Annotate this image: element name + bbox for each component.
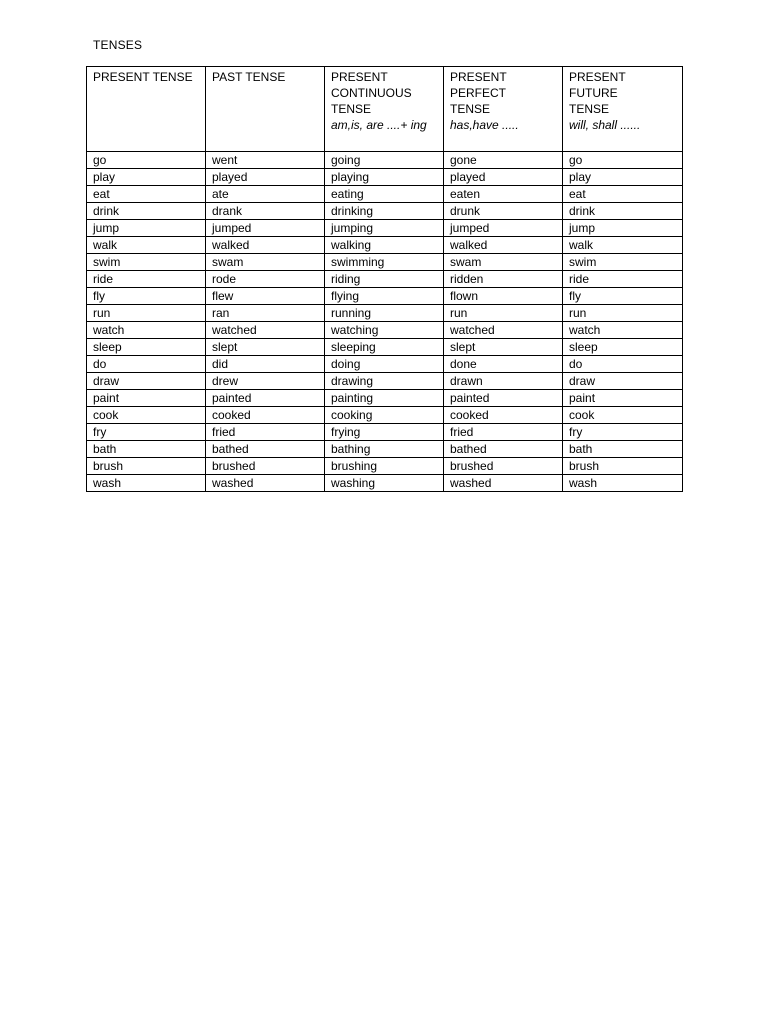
cell-present-continuous: riding [325, 271, 444, 288]
header-present-tense [87, 67, 206, 152]
cell-present-perfect: run [444, 305, 563, 322]
cell-past: played [206, 169, 325, 186]
table-row [87, 220, 683, 237]
cell-past: flew [206, 288, 325, 305]
cell-present-continuous: drawing [325, 373, 444, 390]
header-label: CONTINUOUS [331, 86, 412, 100]
cell-future: jump [563, 220, 683, 237]
cell-present-perfect: bathed [444, 441, 563, 458]
cell-present-perfect: fried [444, 424, 563, 441]
cell-present-perfect: swam [444, 254, 563, 271]
header-label: PRESENT [569, 70, 626, 84]
cell-present-perfect: jumped [444, 220, 563, 237]
header-present-perfect-tense [444, 67, 563, 152]
cell-past: cooked [206, 407, 325, 424]
table-row [87, 186, 683, 203]
header-row [87, 67, 683, 152]
cell-future: draw [563, 373, 683, 390]
table-row [87, 373, 683, 390]
cell-present-perfect: played [444, 169, 563, 186]
cell-future: bath [563, 441, 683, 458]
cell-past: painted [206, 390, 325, 407]
table-row [87, 339, 683, 356]
header-note: has,have ..... [450, 118, 519, 132]
cell-future: wash [563, 475, 683, 492]
cell-present-perfect: washed [444, 475, 563, 492]
header-label: TENSE [331, 102, 372, 116]
table-row [87, 407, 683, 424]
cell-past: watched [206, 322, 325, 339]
cell-present-perfect: eaten [444, 186, 563, 203]
cell-present-continuous: washing [325, 475, 444, 492]
cell-present: bath [87, 441, 206, 458]
table-row [87, 237, 683, 254]
header-label: PRESENT TENSE [93, 70, 193, 84]
table-row [87, 475, 683, 492]
cell-present-continuous: cooking [325, 407, 444, 424]
cell-future: ride [563, 271, 683, 288]
header-label: PRESENT [450, 70, 507, 84]
cell-present: sleep [87, 339, 206, 356]
cell-present: wash [87, 475, 206, 492]
cell-present: do [87, 356, 206, 373]
table-row [87, 441, 683, 458]
cell-past: fried [206, 424, 325, 441]
cell-present: ride [87, 271, 206, 288]
header-note: will, shall ...... [569, 118, 641, 132]
header-label: TENSE [450, 102, 491, 116]
header-note: am,is, are ....+ ing [331, 118, 427, 132]
cell-present-perfect: brushed [444, 458, 563, 475]
cell-past: washed [206, 475, 325, 492]
header-present-continuous-tense [325, 67, 444, 152]
cell-future: watch [563, 322, 683, 339]
cell-present: eat [87, 186, 206, 203]
cell-past: slept [206, 339, 325, 356]
cell-future: go [563, 152, 683, 169]
cell-present-perfect: drawn [444, 373, 563, 390]
cell-present-continuous: sleeping [325, 339, 444, 356]
cell-present: swim [87, 254, 206, 271]
table-row [87, 271, 683, 288]
cell-past: ate [206, 186, 325, 203]
cell-past: drank [206, 203, 325, 220]
cell-present-continuous: drinking [325, 203, 444, 220]
cell-past: went [206, 152, 325, 169]
cell-present-continuous: going [325, 152, 444, 169]
cell-present-continuous: doing [325, 356, 444, 373]
cell-future: run [563, 305, 683, 322]
cell-present: walk [87, 237, 206, 254]
table-row [87, 288, 683, 305]
header-label: PAST TENSE [212, 70, 286, 84]
cell-present: fry [87, 424, 206, 441]
table-row [87, 356, 683, 373]
cell-present-perfect: ridden [444, 271, 563, 288]
table-row [87, 203, 683, 220]
header-past-tense [206, 67, 325, 152]
cell-past: swam [206, 254, 325, 271]
cell-past: ran [206, 305, 325, 322]
cell-present: watch [87, 322, 206, 339]
cell-past: drew [206, 373, 325, 390]
cell-future: play [563, 169, 683, 186]
cell-past: rode [206, 271, 325, 288]
cell-present: brush [87, 458, 206, 475]
cell-present: play [87, 169, 206, 186]
table-row [87, 169, 683, 186]
page-title: TENSES [93, 38, 143, 52]
cell-present-perfect: flown [444, 288, 563, 305]
cell-present-continuous: bathing [325, 441, 444, 458]
cell-present-continuous: running [325, 305, 444, 322]
header-label: PRESENT [331, 70, 388, 84]
cell-present-continuous: eating [325, 186, 444, 203]
cell-past: walked [206, 237, 325, 254]
cell-present: cook [87, 407, 206, 424]
table-row [87, 254, 683, 271]
table-row [87, 152, 683, 169]
cell-present-continuous: frying [325, 424, 444, 441]
cell-past: bathed [206, 441, 325, 458]
cell-future: brush [563, 458, 683, 475]
table-row [87, 458, 683, 475]
cell-present: run [87, 305, 206, 322]
cell-future: paint [563, 390, 683, 407]
cell-present-continuous: swimming [325, 254, 444, 271]
cell-present-perfect: watched [444, 322, 563, 339]
table-body [87, 152, 683, 492]
cell-present: drink [87, 203, 206, 220]
cell-present: paint [87, 390, 206, 407]
cell-present-perfect: done [444, 356, 563, 373]
cell-present-continuous: brushing [325, 458, 444, 475]
cell-present-continuous: walking [325, 237, 444, 254]
cell-past: brushed [206, 458, 325, 475]
cell-present-continuous: painting [325, 390, 444, 407]
header-present-future-tense [563, 67, 683, 152]
cell-present: draw [87, 373, 206, 390]
cell-future: drink [563, 203, 683, 220]
cell-future: fly [563, 288, 683, 305]
header-label: TENSE [569, 102, 610, 116]
header-label: PERFECT [450, 86, 507, 100]
cell-present-continuous: jumping [325, 220, 444, 237]
cell-past: jumped [206, 220, 325, 237]
cell-future: eat [563, 186, 683, 203]
cell-present-continuous: watching [325, 322, 444, 339]
cell-present: fly [87, 288, 206, 305]
cell-present: jump [87, 220, 206, 237]
cell-future: walk [563, 237, 683, 254]
cell-present: go [87, 152, 206, 169]
cell-present-perfect: painted [444, 390, 563, 407]
cell-present-continuous: flying [325, 288, 444, 305]
cell-future: sleep [563, 339, 683, 356]
table-row [87, 424, 683, 441]
cell-present-perfect: gone [444, 152, 563, 169]
cell-present-continuous: playing [325, 169, 444, 186]
table-row [87, 322, 683, 339]
cell-future: do [563, 356, 683, 373]
cell-future: cook [563, 407, 683, 424]
cell-present-perfect: slept [444, 339, 563, 356]
cell-past: did [206, 356, 325, 373]
cell-present-perfect: drunk [444, 203, 563, 220]
cell-future: fry [563, 424, 683, 441]
cell-present-perfect: walked [444, 237, 563, 254]
tenses-table [86, 66, 683, 492]
table-row [87, 390, 683, 407]
header-label: FUTURE [569, 86, 618, 100]
table-row [87, 305, 683, 322]
cell-future: swim [563, 254, 683, 271]
cell-present-perfect: cooked [444, 407, 563, 424]
